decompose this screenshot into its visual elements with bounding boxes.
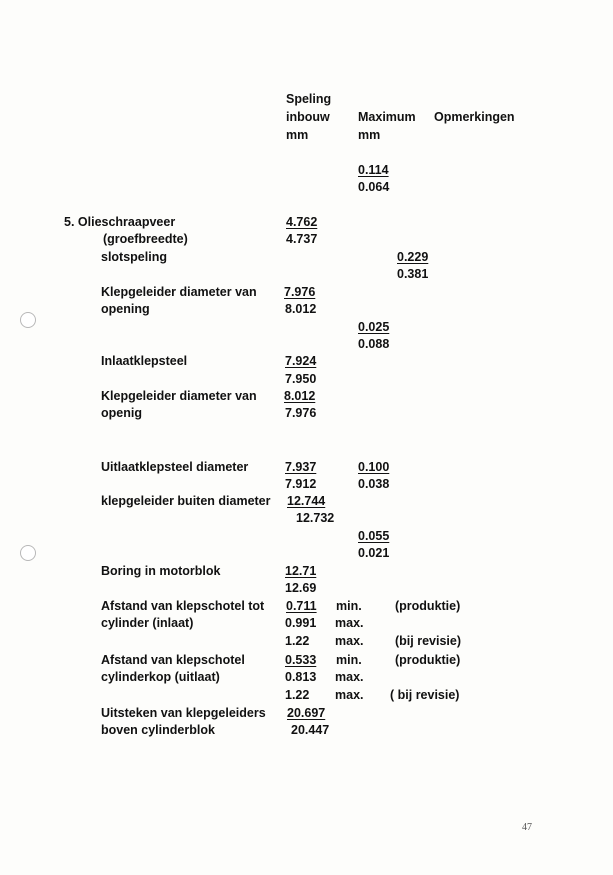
binder-hole-bottom: [20, 545, 36, 561]
value-inbouw: 20.447: [291, 723, 330, 737]
value-inbouw: 7.924: [285, 354, 317, 368]
row-label: boven cylinderblok: [101, 723, 215, 737]
header-mm-1: mm: [286, 128, 309, 142]
value-inbouw: 12.744: [287, 494, 326, 508]
value-inbouw: 0.711: [286, 599, 317, 613]
value-inbouw: 7.976: [284, 285, 316, 299]
value-note: ( bij revisie): [390, 688, 460, 702]
value-inbouw: 7.950: [285, 372, 317, 386]
header-mm-2: mm: [358, 128, 381, 142]
row-label: Afstand van klepschotel tot: [101, 599, 265, 613]
value-inbouw: 7.937: [285, 460, 317, 474]
row-label: cylinder (inlaat): [101, 616, 194, 630]
value-qualifier: max.: [335, 670, 364, 684]
row-label: Klepgeleider diameter van: [101, 389, 257, 403]
value-note: (produktie): [395, 653, 461, 667]
row-label: opening: [101, 302, 150, 316]
row-label: Inlaatklepsteel: [101, 354, 188, 368]
value-maximum: 0.021: [358, 546, 390, 560]
value-maximum: 0.381: [397, 267, 429, 281]
row-label: slotspeling: [101, 250, 167, 264]
row-label: (groefbreedte): [103, 232, 188, 246]
value-inbouw: 0.813: [285, 670, 317, 684]
page-number: 47: [522, 822, 532, 833]
value-maximum: 0.038: [358, 477, 390, 491]
row-label: Klepgeleider diameter van: [101, 285, 257, 299]
value-maximum: 0.064: [358, 180, 390, 194]
value-maximum: 0.100: [358, 460, 390, 474]
value-qualifier: max.: [335, 616, 364, 630]
row-label: openig: [101, 406, 142, 420]
value-qualifier: min.: [336, 599, 362, 613]
value-inbouw: 12.71: [285, 564, 317, 578]
value-maximum: 0.229: [397, 250, 429, 264]
value-inbouw: 0.533: [285, 653, 317, 667]
value-inbouw: 8.012: [284, 389, 316, 403]
value-inbouw: 12.732: [296, 511, 335, 525]
value-inbouw: 4.762: [286, 215, 318, 229]
value-inbouw: 1.22: [285, 688, 310, 702]
row-label: Uitsteken van klepgeleiders: [101, 706, 266, 720]
binder-hole-top: [20, 312, 36, 328]
row-label: klepgeleider buiten diameter: [101, 494, 271, 508]
value-inbouw: 4.737: [286, 232, 318, 246]
value-note: (produktie): [395, 599, 461, 613]
value-inbouw: 7.976: [285, 406, 317, 420]
value-note: (bij revisie): [395, 634, 461, 648]
header-speling: Speling: [286, 92, 332, 106]
value-inbouw: 8.012: [285, 302, 317, 316]
row-label: Boring in motorblok: [101, 564, 221, 578]
value-maximum: 0.088: [358, 337, 390, 351]
row-label: 5. Olieschraapveer: [64, 215, 176, 229]
value-inbouw: 20.697: [287, 706, 326, 720]
row-label: Uitlaatklepsteel diameter: [101, 460, 249, 474]
value-maximum: 0.114: [358, 163, 389, 177]
row-label: Afstand van klepschotel: [101, 653, 245, 667]
value-qualifier: max.: [335, 688, 364, 702]
value-inbouw: 1.22: [285, 634, 310, 648]
row-label: cylinderkop (uitlaat): [101, 670, 220, 684]
header-inbouw: inbouw: [286, 110, 330, 124]
value-inbouw: 12.69: [285, 581, 317, 595]
value-maximum: 0.025: [358, 320, 390, 334]
value-inbouw: 0.991: [285, 616, 317, 630]
value-maximum: 0.055: [358, 529, 390, 543]
value-qualifier: max.: [335, 634, 364, 648]
header-opmerkingen: Opmerkingen: [434, 110, 515, 124]
header-maximum: Maximum: [358, 110, 416, 124]
value-qualifier: min.: [336, 653, 362, 667]
value-inbouw: 7.912: [285, 477, 317, 491]
